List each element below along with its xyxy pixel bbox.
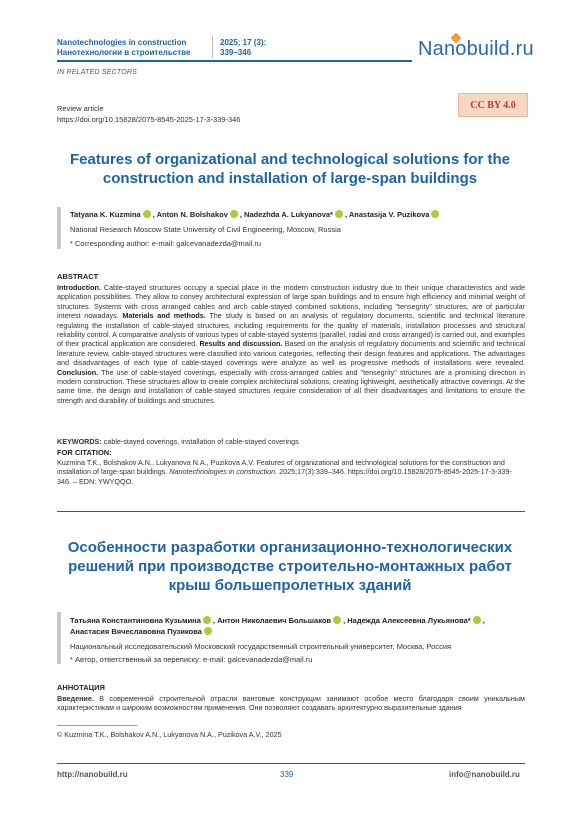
conclusion-label: Conclusion. <box>57 367 99 377</box>
page-number: 339 <box>280 770 294 779</box>
article-type: Review article <box>57 104 104 113</box>
author-name: Tatyana K. Kuzmina <box>70 210 141 219</box>
results-text: Based on the analysis of regulatory documents and scientific and technical literature review, cable-stayed structures were classified into various categories, reflecting their design features and applications. The advantages and disadvantages of each type of cable-stayed coverings were analyze as well as progressive methods of installations were revealed. <box>57 339 526 368</box>
author-name: Антон Николаевич Большаков <box>217 616 332 625</box>
citation-text <box>57 458 525 486</box>
annotation-intro-label: Введение. <box>57 694 94 703</box>
article-title-en: Features of organizational and technological solutions for the construction and installation of large-span buildings <box>69 151 511 187</box>
author-name: Анастасия Вячеславовна Пузикова <box>70 627 202 636</box>
methods-label: Materials and methods. <box>122 311 206 321</box>
header-divider <box>212 36 213 58</box>
keywords <box>57 437 525 446</box>
footer-email[interactable]: info@nanobuild.ru <box>449 770 520 779</box>
doi-link[interactable]: https://doi.org/10.15828/2075-8545-2025-17-3-339-346 <box>57 115 241 124</box>
author-name: Anton N. Bolshakov <box>156 210 228 219</box>
authors-ru: Татьяна Константиновна Кузьмина , Антон Николаевич Большаков , Надежда Алексеевна Лукьянова* , Анастасия Вячеславовна Пузикова <box>70 616 485 636</box>
site-logo[interactable]: Nanobuild.ru <box>418 38 534 60</box>
journal-name-en: Nanotechnologies in construction <box>57 38 187 47</box>
keywords-text: cable-stayed coverings, installation of cable-stayed coverings <box>103 437 299 446</box>
author-name: Татьяна Константиновна Кузьмина <box>70 616 201 625</box>
orcid-icon[interactable] <box>333 616 341 624</box>
author-name: Надежда Алексеевна Лукьянова* <box>347 616 471 625</box>
orcid-icon[interactable] <box>203 616 211 624</box>
affiliation-ru: Национальный исследовательский Московский государственный строительный университет, Москва, Россия <box>70 642 452 651</box>
annotation-text <box>57 694 525 713</box>
orcid-icon[interactable] <box>204 627 212 635</box>
methods-text: The study is based on an analysis of regulatory documents, scientific and technical literature regulating the installation of cable-stayed structures, including requirements for the quality of materials, installation processes and structural reliability control. A comparative analysis of various types of cable-stayed systems (parallel, radial and cross arranged) is carried out, and examples of their practical application are considered. <box>57 311 525 349</box>
orcid-icon[interactable] <box>473 616 481 624</box>
results-label: Results and discussion. <box>199 339 283 349</box>
footnote-rule <box>57 725 137 726</box>
issue-volume: 2025; 17 (3): <box>220 38 267 47</box>
orcid-icon[interactable] <box>335 210 343 218</box>
orcid-icon[interactable] <box>431 210 439 218</box>
affiliation-en: National Research Moscow State University of Civil Engineering, Moscow, Russia <box>70 225 341 234</box>
abstract-text <box>57 283 525 405</box>
corresponding-en: * Corresponding author: e-mail: galcevanadezda@mail.ru <box>70 239 262 248</box>
orcid-icon[interactable] <box>230 210 238 218</box>
article-title-ru: Особенности разработки организационно-технологических решений при производстве строительно-монтажных работ крыш большепролетных зданий <box>67 539 513 594</box>
citation-journal: Nanotechnologies in construction. <box>169 467 278 477</box>
footer-rule <box>57 763 525 764</box>
intro-label: Introduction. <box>57 283 101 292</box>
conclusion-text: The use of cable-stayed coverings, especially with cross-arranged cables and "tensegrity" structures are a promising direction in modern construction. These structures allow to create complex architectural solutions, creating lightweight, aesthetically attractive coverings. At the same time, the design and installation of cable-stayed structures require consideration of all their disadvantages and limitations to ensure the strength and durability of buildings and structures. <box>57 367 526 405</box>
copyright: © Kuzmina T.K., Bolshakov A.N., Lukyanova N.A., Puzikova A.V., 2025 <box>57 730 282 739</box>
corresponding-ru: * Автор, ответственный за переписку: e-mail: galcevanadezda@mail.ru <box>70 655 313 664</box>
citation-main: Kuzmina T.K., Bolshakov A.N., Lukyanova N.A., Puzikova A.V. Features of organizational and technological solutions for the construction and installation of large-span buildings. <box>57 458 505 477</box>
annotation-intro-text: В современной строительной отрасли вантовые конструкции занимают особое место благодаря своим уникальным характеристикам и широким возможностям применения. Они позволяют создавать архитектурно выразительные здания <box>57 694 525 713</box>
authors-bar-ru <box>57 612 61 664</box>
keywords-label: KEYWORDS: <box>57 437 102 446</box>
annotation-heading: АННОТАЦИЯ <box>57 683 105 692</box>
citation-tail: 2025;17(3):339–346. https://doi.org/10.15828/2075-8545-2025-17-3-339-346. – EDN: YWYQQO. <box>57 467 512 486</box>
author-name: Anastasija V. Puzikova <box>348 210 430 219</box>
authors-bar <box>57 207 61 249</box>
intro-text: Cable-stayed structures occupy a special place in the modern construction industry due to their unique characteristics and wide application possibilities. They allow to convey architectural expression of large span buildings and to ensure high efficiency and minimal weight of structures. Systems with cross arranged cables and arch cable-stayed combined solutions, including "tensegrity" structures, are of particular interest nowadays. <box>57 283 525 321</box>
section-separator <box>57 511 525 512</box>
orcid-icon[interactable] <box>143 210 151 218</box>
header-rule <box>57 60 412 62</box>
journal-name <box>57 38 207 58</box>
authors-en: Tatyana K. Kuzmina , Anton N. Bolshakov , Nadezhda A. Lukyanova* , Anastasija V. Puzikova <box>70 210 530 219</box>
section-label: IN RELATED SECTORS <box>57 69 137 76</box>
journal-name-ru: Нанотехнологии в строительстве <box>57 48 191 57</box>
abstract-heading: ABSTRACT <box>57 272 99 281</box>
issue-info <box>220 38 266 58</box>
footer-website[interactable]: http://nanobuild.ru <box>57 770 128 779</box>
author-name: Nadezhda A. Lukyanova* <box>244 210 333 219</box>
citation-heading: FOR CITATION: <box>57 448 112 457</box>
license-badge[interactable]: CC BY 4.0 <box>458 93 528 117</box>
issue-pages: 339–346 <box>220 48 252 57</box>
